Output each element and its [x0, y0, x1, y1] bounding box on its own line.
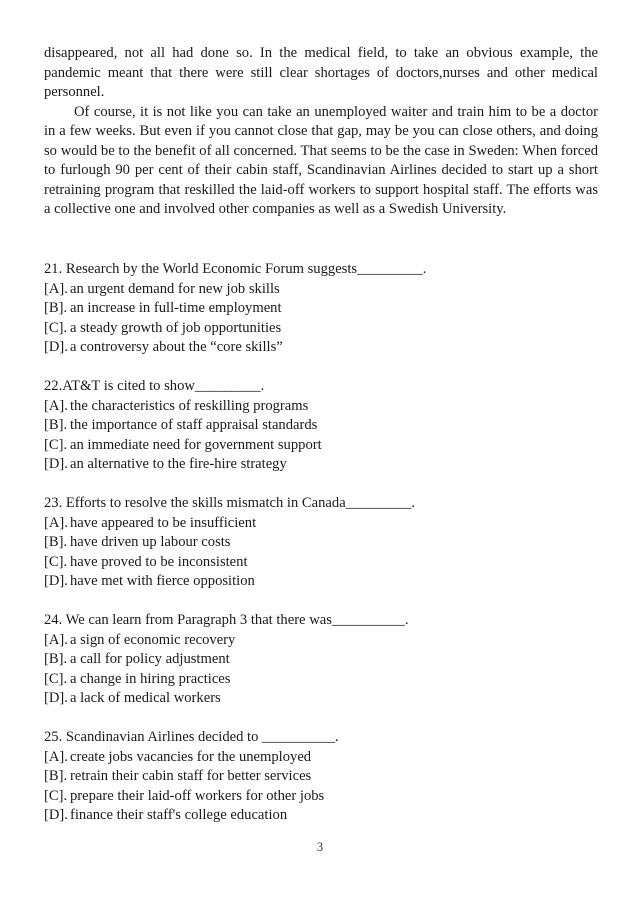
option-letter: [D].: [44, 339, 68, 355]
option-a: [44, 748, 598, 768]
option-a: [44, 631, 598, 651]
option-text: retrain their cabin staff for better services: [70, 768, 312, 784]
option-letter: [A].: [44, 280, 68, 297]
page-number: 3: [316, 840, 324, 854]
question-25: [44, 728, 598, 826]
option-letter: [B].: [44, 417, 68, 433]
passage-paragraph: Of course, it is not like you can take an unemployed waiter and train him to be a doctor in a few weeks. But even if you cannot close that gap, may be you can close others, and doing so would be to the benefit of all concerned. That seems to be the case in Sweden: When forced to furlough 90 per cent of their cabin staff, Scandinavian Airlines decided to start up a short retraining program that reskilled the laid-off workers to support hospital staff. The efforts was a collective one and involved other companies as well as a Swedish University.: [44, 103, 598, 217]
option-letter: [C].: [44, 436, 68, 453]
question-21: [44, 260, 598, 358]
option-c: [44, 553, 598, 573]
option-letter: [B].: [44, 768, 68, 784]
option-letter: [C].: [44, 787, 68, 804]
option-text: a change in hiring practices: [70, 670, 231, 687]
question-23: [44, 494, 598, 592]
option-text: a sign of economic recovery: [70, 631, 236, 648]
option-letter: [A].: [44, 748, 68, 765]
option-text: a controversy about the “core skills”: [70, 339, 283, 355]
option-c: [44, 319, 598, 339]
option-b: [44, 533, 598, 553]
option-d: [44, 806, 598, 826]
option-letter: [C].: [44, 319, 68, 336]
option-text: a lack of medical workers: [70, 690, 221, 706]
reading-passage: [44, 44, 598, 220]
question-stem: 22.AT&T is cited to show_________.: [44, 378, 265, 394]
option-letter: [A].: [44, 631, 68, 648]
option-text: a call for policy adjustment: [70, 651, 230, 667]
option-letter: [C].: [44, 553, 68, 570]
option-letter: [C].: [44, 670, 68, 687]
option-letter: [D].: [44, 690, 68, 706]
option-text: a steady growth of job opportunities: [70, 319, 282, 336]
option-a: [44, 514, 598, 534]
option-text: have proved to be inconsistent: [70, 553, 248, 570]
option-text: the importance of staff appraisal standards: [70, 417, 318, 433]
option-b: [44, 650, 598, 670]
question-22: [44, 377, 598, 475]
option-text: an urgent demand for new job skills: [70, 280, 280, 297]
option-b: [44, 767, 598, 787]
option-c: [44, 436, 598, 456]
option-d: [44, 572, 598, 592]
option-b: [44, 299, 598, 319]
option-text: create jobs vacancies for the unemployed: [70, 748, 312, 765]
passage-paragraph: disappeared, not all had done so. In the medical field, to take an obvious example, the pandemic meant that there were still clear shortages of doctors,nurses and other medical personnel.: [44, 45, 598, 100]
option-text: an increase in full-time employment: [70, 300, 282, 316]
option-d: [44, 689, 598, 709]
option-letter: [D].: [44, 456, 68, 472]
option-b: [44, 416, 598, 436]
option-letter: [B].: [44, 651, 68, 667]
option-text: the characteristics of reskilling programs: [70, 397, 309, 414]
option-text: finance their staff's college education: [70, 807, 288, 823]
option-c: [44, 787, 598, 807]
option-letter: [B].: [44, 300, 68, 316]
question-stem: 25. Scandinavian Airlines decided to __________.: [44, 729, 339, 745]
option-a: [44, 397, 598, 417]
option-letter: [A].: [44, 514, 68, 531]
option-d: [44, 455, 598, 475]
option-text: have appeared to be insufficient: [70, 514, 257, 531]
option-text: have met with fierce opposition: [70, 573, 255, 589]
question-24: [44, 611, 598, 709]
option-a: [44, 280, 598, 300]
option-letter: [D].: [44, 807, 68, 823]
option-letter: [B].: [44, 534, 68, 550]
question-stem: 24. We can learn from Paragraph 3 that there was__________.: [44, 612, 409, 628]
question-stem: 21. Research by the World Economic Forum suggests_________.: [44, 261, 427, 277]
option-text: an alternative to the fire-hire strategy: [70, 456, 287, 472]
option-letter: [A].: [44, 397, 68, 414]
option-text: have driven up labour costs: [70, 534, 231, 550]
option-text: prepare their laid-off workers for other jobs: [70, 787, 325, 804]
option-c: [44, 670, 598, 690]
option-text: an immediate need for government support: [70, 436, 322, 453]
option-d: [44, 338, 598, 358]
option-letter: [D].: [44, 573, 68, 589]
question-stem: 23. Efforts to resolve the skills mismatch in Canada_________.: [44, 495, 416, 511]
question-list: [44, 260, 598, 845]
